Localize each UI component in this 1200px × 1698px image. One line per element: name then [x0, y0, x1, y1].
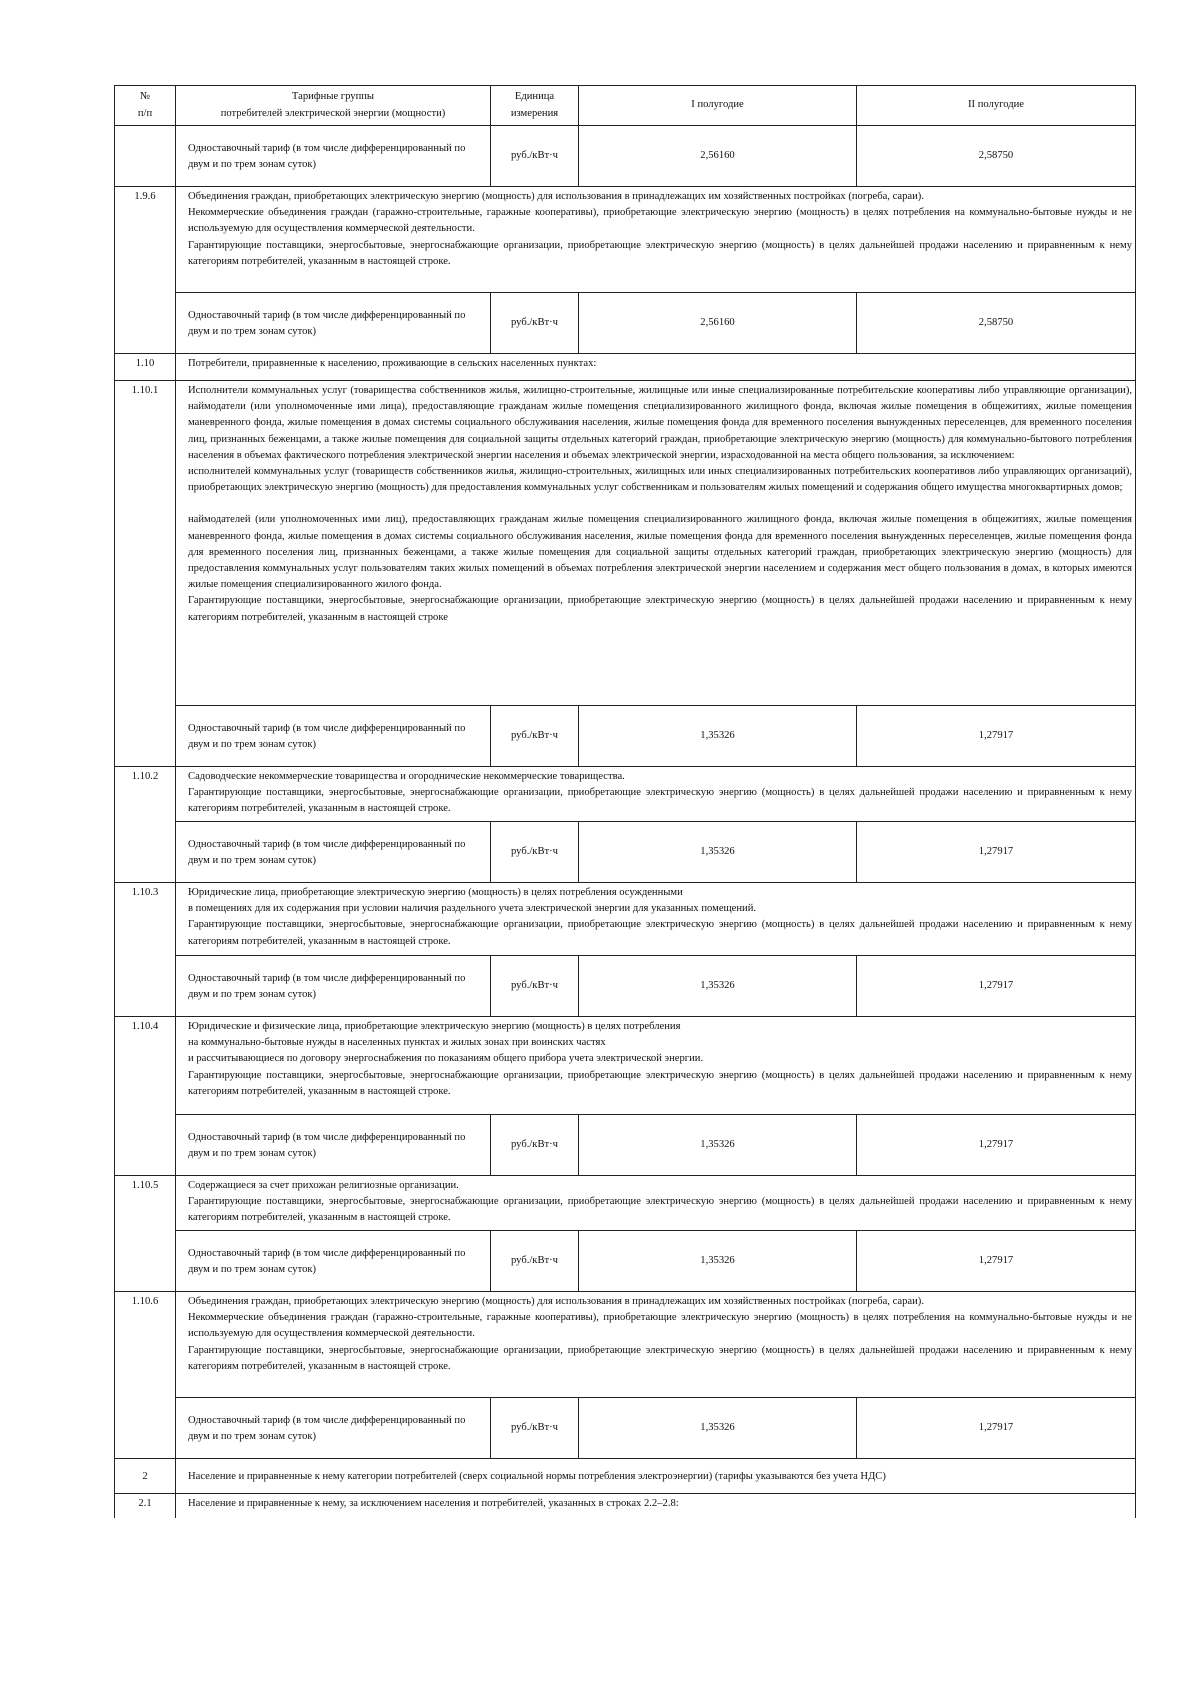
value-second-half: 1,27917 [857, 706, 1136, 767]
table-row [115, 822, 1136, 883]
tariff-name: Одноставочный тариф (в том числе дифференцированный по двум и по трем зонам суток) [176, 956, 491, 1017]
value-second-half: 1,27917 [857, 1398, 1136, 1459]
table-row [115, 767, 1136, 822]
tariff-name: Одноставочный тариф (в том числе дифференцированный по двум и по трем зонам суток) [176, 706, 491, 767]
value-first-half: 1,35326 [579, 822, 857, 883]
tariff-document [114, 85, 1135, 1518]
table-row [115, 126, 1136, 187]
table-row [115, 1017, 1136, 1115]
row-description [176, 1176, 1136, 1231]
desc-paragraph: Гарантирующие поставщики, энергосбытовые, энергоснабжающие организации, приобретающие электрическую энергию (мощность) в целях дальнейшей продажи населению и приравненным к нему категориям потребителей, указанным в настоящей строке [188, 595, 1132, 623]
value-first-half: 1,35326 [579, 1398, 857, 1459]
row-description [176, 767, 1136, 822]
desc-paragraph: Гарантирующие поставщики, энергосбытовые, энергоснабжающие организации, приобретающие электрическую энергию (мощность) в целях дальнейшей продажи населению и приравненным к нему категориям потребителей, указанным в настоящей строке. [188, 1344, 1132, 1372]
desc-paragraph: Содержащиеся за счет прихожан религиозные организации. [188, 1180, 459, 1191]
desc-paragraph: в помещениях для их содержания при условии наличия раздельного учета электрической энергии для указанных помещений. [188, 903, 757, 915]
tariff-name: Одноставочный тариф (в том числе дифференцированный по двум и по трем зонам суток) [176, 1231, 491, 1292]
header-first-half: I полугодие [579, 86, 857, 126]
value-second-half: 1,27917 [857, 956, 1136, 1017]
header-num: № п/п [115, 86, 176, 126]
tariff-name: Одноставочный тариф (в том числе дифференцированный по двум и по трем зонам суток) [176, 1115, 491, 1176]
table-row [115, 354, 1136, 381]
desc-paragraph: Объединения граждан, приобретающих электрическую энергию (мощность) для использования в принадлежащих им хозяйственных постройках (погреба, сараи). [188, 191, 924, 202]
desc-paragraph: Гарантирующие поставщики, энергосбытовые, энергоснабжающие организации, приобретающие электрическую энергию (мощность) в целях дальнейшей продажи населению и приравненным к нему категориям потребителей, указанным в настоящей строке. [188, 919, 1132, 947]
row-description: Потребители, приравненные к населению, проживающие в сельских населенных пунктах: [176, 354, 1136, 381]
table-row [115, 1231, 1136, 1292]
row-num [115, 126, 176, 187]
desc-paragraph: Объединения граждан, приобретающих электрическую энергию (мощность) для использования в принадлежащих им хозяйственных постройках (погреба, сараи). [188, 1296, 924, 1307]
desc-paragraph: Некоммерческие объединения граждан (гаражно-строительные, гаражные кооперативы), приобретающие электрическую энергию (мощность) в целях потребления на коммунально-бытовые нужды и не используемую для осуществления коммерческой деятельности. [188, 1312, 1132, 1340]
row-num: 1.10 [115, 354, 176, 381]
desc-paragraph: на коммунально-бытовые нужды в населенных пунктах и жилых зонах при воинских частях [188, 1037, 606, 1049]
table-row [115, 706, 1136, 767]
table-row [115, 883, 1136, 956]
desc-paragraph: Исполнители коммунальных услуг (товарищества собственников жилья, жилищно-строительные, жилищные или иные специализированные потребительские кооперативы либо управляющие организации), наймодатели (или уполномоченные ими лица), предоставляющие гражданам жилые помещения специализированного жилищного фонда, включая жилые помещения в общежитиях, жилые помещения маневренного фонда, жилые помещения в домах системы социального обслуживания населения, жилые помещения фонда для временного поселения вынужденных переселенцев, для временного поселения лиц, признанных беженцами, а также жилые помещения для социальной защиты отдельных категорий граждан, приобретающие электрическую энергию (мощность) для коммунально-бытового потребления населения в объемах фактического потребления электрической энергии населения и объемах электрической энергии, израсходованной на места общего пользования, за исключением: [188, 385, 1132, 461]
desc-paragraph: Юридические лица, приобретающие электрическую энергию (мощность) в целях потребления осужденными [188, 887, 683, 898]
tariff-unit: руб./кВт·ч [491, 822, 579, 883]
row-description: Население и приравненные к нему категории потребителей (сверх социальной нормы потребления электроэнергии) (тарифы указываются без учета НДС) [176, 1459, 1136, 1494]
row-num: 1.10.1 [115, 381, 176, 767]
header-group: Тарифные группы потребителей электрической энергии (мощности) [176, 86, 491, 126]
tariff-name: Одноставочный тариф (в том числе дифференцированный по двум и по трем зонам суток) [176, 822, 491, 883]
row-description [176, 187, 1136, 293]
row-num: 1.10.4 [115, 1017, 176, 1176]
tariff-name: Одноставочный тариф (в том числе дифференцированный по двум и по трем зонам суток) [176, 126, 491, 187]
value-first-half: 2,56160 [579, 293, 857, 354]
desc-paragraph: Садоводческие некоммерческие товарищества и огороднические некоммерческие товарищества. [188, 771, 625, 782]
row-num: 1.9.6 [115, 187, 176, 354]
table-row [115, 1292, 1136, 1398]
value-first-half: 1,35326 [579, 706, 857, 767]
row-description [176, 1292, 1136, 1398]
row-num: 1.10.2 [115, 767, 176, 883]
row-description: Население и приравненные к нему, за исключением населения и потребителей, указанных в строках 2.2–2.8: [176, 1494, 1136, 1519]
tariff-unit: руб./кВт·ч [491, 126, 579, 187]
desc-paragraph: Гарантирующие поставщики, энергосбытовые, энергоснабжающие организации, приобретающие электрическую энергию (мощность) в целях дальнейшей продажи населению и приравненным к нему категориям потребителей, указанным в настоящей строке. [188, 1069, 1132, 1097]
row-description [176, 1017, 1136, 1115]
tariff-unit: руб./кВт·ч [491, 293, 579, 354]
tariff-unit: руб./кВт·ч [491, 706, 579, 767]
value-second-half: 2,58750 [857, 126, 1136, 187]
table-row [115, 1115, 1136, 1176]
tariff-unit: руб./кВт·ч [491, 956, 579, 1017]
row-description [176, 883, 1136, 956]
tariff-unit: руб./кВт·ч [491, 1115, 579, 1176]
desc-paragraph: исполнителей коммунальных услуг (товариществ собственников жилья, жилищно-строительных, жилищных или иных специализированных потребительских кооперативов либо управляющих организаций), приобретающих электрическую энергию (мощность) для предоставления коммунальных услуг собственникам и пользователям жилых помещений и содержания общего имущества многоквартирных домов; [188, 466, 1132, 494]
value-second-half: 1,27917 [857, 1231, 1136, 1292]
value-second-half: 2,58750 [857, 293, 1136, 354]
table-header-row [115, 86, 1136, 126]
header-second-half: II полугодие [857, 86, 1136, 126]
table-row [115, 1398, 1136, 1459]
table-row [115, 381, 1136, 706]
table-row [115, 187, 1136, 293]
tariff-unit: руб./кВт·ч [491, 1231, 579, 1292]
tariff-name: Одноставочный тариф (в том числе дифференцированный по двум и по трем зонам суток) [176, 1398, 491, 1459]
desc-paragraph: и рассчитывающиеся по договору энергоснабжения по показаниям общего прибора учета электрической энергии. [188, 1053, 704, 1065]
desc-paragraph: Гарантирующие поставщики, энергосбытовые, энергоснабжающие организации, приобретающие электрическую энергию (мощность) в целях дальнейшей продажи населению и приравненным к нему категориям потребителей, указанным в настоящей строке. [188, 239, 1132, 267]
row-num: 2 [115, 1459, 176, 1494]
value-first-half: 1,35326 [579, 956, 857, 1017]
tariff-name: Одноставочный тариф (в том числе дифференцированный по двум и по трем зонам суток) [176, 293, 491, 354]
row-num: 1.10.3 [115, 883, 176, 1017]
table-row [115, 1459, 1136, 1494]
tariff-table [114, 85, 1136, 1518]
header-unit: Единица измерения [491, 86, 579, 126]
row-num: 2.1 [115, 1494, 176, 1519]
desc-paragraph: Гарантирующие поставщики, энергосбытовые, энергоснабжающие организации, приобретающие электрическую энергию (мощность) в целях дальнейшей продажи населению и приравненным к нему категориям потребителей, указанным в настоящей строке. [188, 787, 1132, 815]
desc-paragraph: Юридические и физические лица, приобретающие электрическую энергию (мощность) в целях потребления [188, 1021, 681, 1032]
table-row [115, 1176, 1136, 1231]
tariff-unit: руб./кВт·ч [491, 1398, 579, 1459]
desc-paragraph: наймодателей (или уполномоченных ими лиц), предоставляющих гражданам жилые помещения специализированного жилищного фонда, включая жилые помещения в общежитиях, жилые помещения маневренного фонда, жилые помещения в домах системы социального обслуживания населения, жилые помещения фонда для временного поселения вынужденных переселенцев, жилые помещения фонда для временного поселения лиц, признанных беженцами, а также жилые помещения для социальной защиты отдельных категорий граждан, приобретающих электрическую энергию (мощность) для предоставления коммунальных услуг пользователям таких жилых помещений в объемах потребления электрической энергии населением и содержания мест общего пользования в домах, в которых имеются жилые помещения специализированного жилого фонда. [188, 514, 1132, 591]
desc-paragraph: Некоммерческие объединения граждан (гаражно-строительные, гаражные кооперативы), приобретающие электрическую энергию (мощность) в целях потребления на коммунально-бытовые нужды и не используемую для осуществления коммерческой деятельности. [188, 207, 1132, 235]
value-first-half: 1,35326 [579, 1115, 857, 1176]
table-row [115, 293, 1136, 354]
value-second-half: 1,27917 [857, 822, 1136, 883]
value-first-half: 1,35326 [579, 1231, 857, 1292]
table-row [115, 956, 1136, 1017]
table-row [115, 1494, 1136, 1519]
row-num: 1.10.6 [115, 1292, 176, 1459]
desc-paragraph: Гарантирующие поставщики, энергосбытовые, энергоснабжающие организации, приобретающие электрическую энергию (мощность) в целях дальнейшей продажи населению и приравненным к нему категориям потребителей, указанным в настоящей строке. [188, 1196, 1132, 1224]
row-num: 1.10.5 [115, 1176, 176, 1292]
row-description [176, 381, 1136, 706]
value-second-half: 1,27917 [857, 1115, 1136, 1176]
value-first-half: 2,56160 [579, 126, 857, 187]
